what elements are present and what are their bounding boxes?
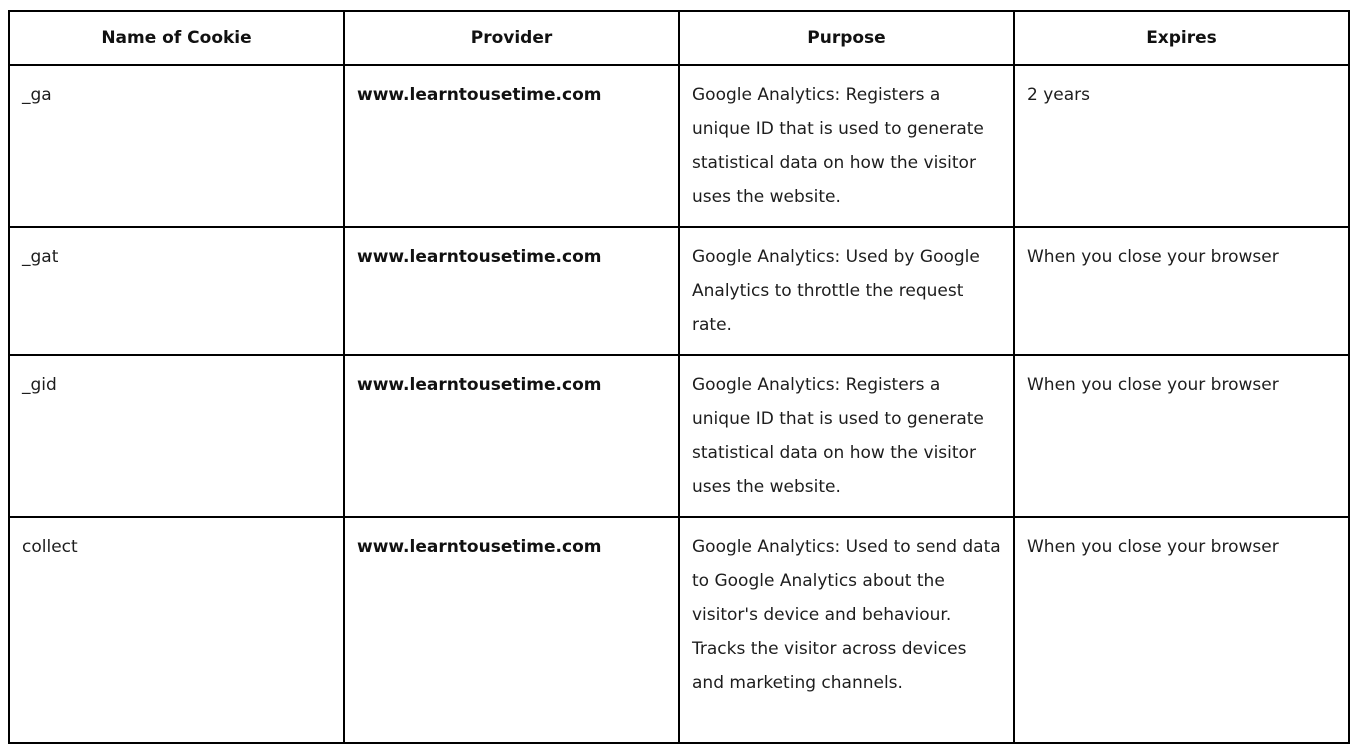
cell-cookie-name: _ga xyxy=(9,65,344,227)
cell-expires: When you close your browser xyxy=(1014,517,1349,743)
cell-provider: www.learntousetime.com xyxy=(344,355,679,517)
table-row-gat xyxy=(9,227,1349,355)
column-header-expires: Expires xyxy=(1014,11,1349,65)
cell-provider: www.learntousetime.com xyxy=(344,517,679,743)
cell-purpose: Google Analytics: Registers a unique ID that is used to generate statistical data on how the visitor uses the website. xyxy=(679,355,1014,517)
cell-provider: www.learntousetime.com xyxy=(344,65,679,227)
cell-purpose: Google Analytics: Registers a unique ID that is used to generate statistical data on how the visitor uses the website. xyxy=(679,65,1014,227)
column-header-name-of-cookie: Name of Cookie xyxy=(9,11,344,65)
cell-expires: 2 years xyxy=(1014,65,1349,227)
cell-cookie-name: _gid xyxy=(9,355,344,517)
cell-purpose: Google Analytics: Used to send data to Google Analytics about the visitor's device and behaviour. Tracks the visitor across devices and marketing channels. xyxy=(679,517,1014,743)
header-row xyxy=(9,11,1349,65)
table-row-ga xyxy=(9,65,1349,227)
cell-cookie-name: collect xyxy=(9,517,344,743)
cookie-table xyxy=(8,10,1350,744)
table-row-gid xyxy=(9,355,1349,517)
cell-expires: When you close your browser xyxy=(1014,355,1349,517)
column-header-provider: Provider xyxy=(344,11,679,65)
cell-expires: When you close your browser xyxy=(1014,227,1349,355)
cell-purpose: Google Analytics: Used by Google Analytics to throttle the request rate. xyxy=(679,227,1014,355)
cell-provider: www.learntousetime.com xyxy=(344,227,679,355)
column-header-purpose: Purpose xyxy=(679,11,1014,65)
cell-cookie-name: _gat xyxy=(9,227,344,355)
table-row-collect xyxy=(9,517,1349,743)
